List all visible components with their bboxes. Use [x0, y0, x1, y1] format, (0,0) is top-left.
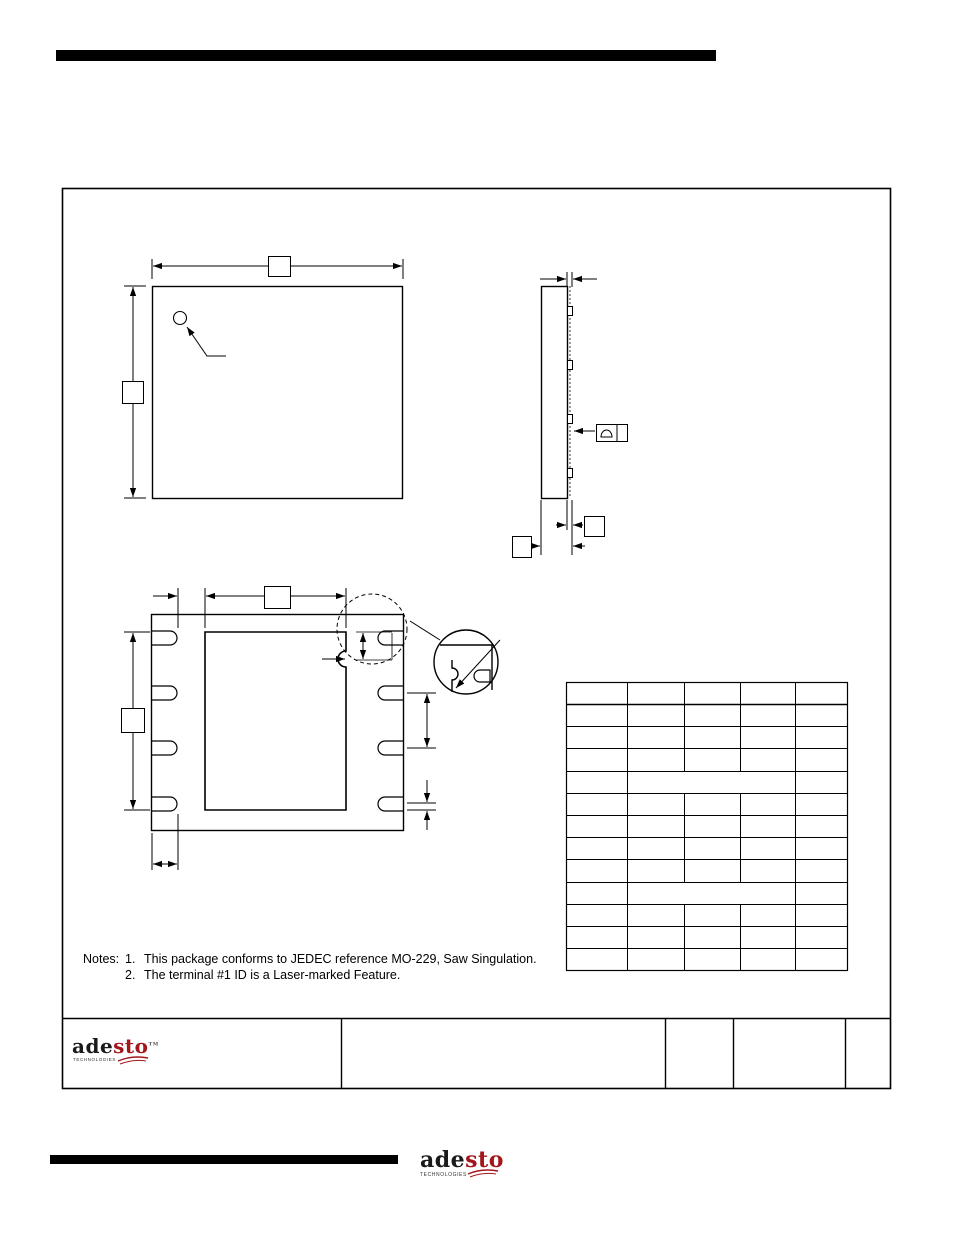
note-1-number: 1. [125, 952, 136, 966]
logo-trademark: TM [148, 1041, 159, 1048]
footer-logo-part-1: ade [420, 1147, 466, 1173]
side-view [513, 272, 628, 558]
title-block [62, 1018, 890, 1088]
dim-box-thickness [513, 537, 532, 558]
footer-logo [420, 1147, 504, 1173]
top-view [123, 257, 404, 499]
side-terminal [568, 307, 573, 316]
terminal-pad-right [378, 797, 403, 811]
terminal-pad-left [152, 797, 177, 811]
dim-box-pad-width [265, 587, 291, 609]
detail-callout-circle [337, 594, 407, 664]
dim-box-bottom-height [122, 709, 145, 733]
logo-tagline: TECHNOLOGIES [73, 1057, 116, 1062]
terminal-pad-right [378, 741, 403, 755]
pin1-marker [174, 312, 187, 325]
note-2-text: The terminal #1 ID is a Laser-marked Feature. [144, 968, 401, 982]
side-terminal [568, 361, 573, 370]
detail-view [434, 630, 500, 694]
bottom-view [122, 587, 441, 871]
pin1-leader [187, 327, 226, 356]
note-2-number: 2. [125, 968, 136, 982]
footer-logo-part-2: sto [465, 1147, 504, 1173]
terminal-pad-left [152, 741, 177, 755]
side-terminal [568, 415, 573, 424]
notes-label: Notes: [83, 952, 120, 966]
detail-leader [456, 640, 500, 688]
coplanarity-box [597, 425, 628, 442]
dim-box-top-height [123, 382, 144, 404]
side-view-body [542, 287, 568, 499]
terminal-pad-left [152, 631, 177, 645]
top-view-body [153, 287, 403, 499]
logo-part-2: sto [113, 1034, 149, 1058]
dim-box-standoff [585, 517, 605, 537]
terminal-pad-left [152, 686, 177, 700]
dim-box-top-width [269, 257, 291, 277]
terminal-pad-right [378, 631, 403, 645]
company-logo [72, 1034, 159, 1058]
detail-circle [434, 630, 498, 694]
logo-part-1: ade [72, 1034, 114, 1058]
dimension-table [566, 682, 848, 971]
footer-logo-tagline: TECHNOLOGIES [420, 1172, 467, 1178]
side-terminal [568, 469, 573, 478]
terminal-pad-right [378, 686, 403, 700]
note-1-text: This package conforms to JEDEC reference MO-229, Saw Singulation. [144, 952, 537, 966]
bottom-view-body [152, 615, 404, 831]
